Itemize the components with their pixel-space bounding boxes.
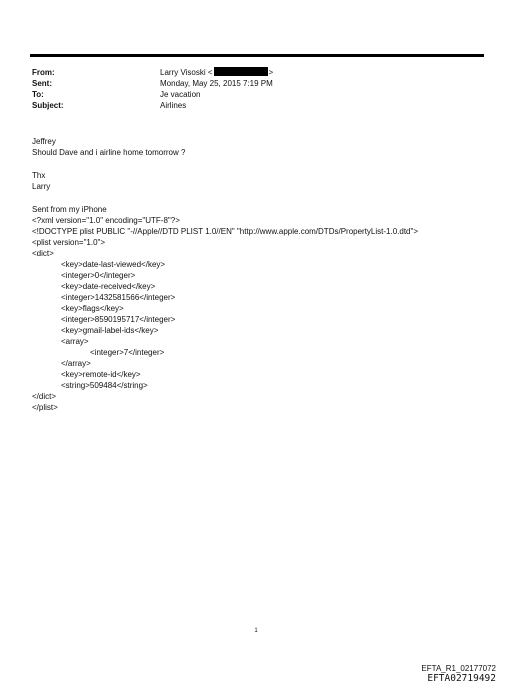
plist-line: <integer>1432581566</integer> xyxy=(61,293,176,302)
to-label: To: xyxy=(32,90,44,99)
subject-value: Airlines xyxy=(160,101,187,110)
header-divider xyxy=(30,54,484,57)
plist-code-block xyxy=(32,215,492,413)
spacer xyxy=(32,158,492,170)
plist-line: <key>date-received</key> xyxy=(61,282,156,291)
plist-line: <key>date-last-viewed</key> xyxy=(61,260,166,269)
subject-row xyxy=(32,100,472,111)
plist-line: <integer>7</integer> xyxy=(90,348,165,357)
sender-name: Larry Visoski < xyxy=(160,68,213,77)
plist-line: <key>remote-id</key> xyxy=(61,370,141,379)
sent-row xyxy=(32,78,472,89)
plist-line: </plist> xyxy=(32,403,58,412)
plist-line: <!DOCTYPE plist PUBLIC "-//Apple//DTD PLIST 1.0//EN" "http://www.apple.com/DTDs/PropertyList-1.0.dtd"> xyxy=(32,227,419,236)
signature: Larry xyxy=(32,182,51,191)
from-row xyxy=(32,67,472,78)
bates-number-primary: EFTA_R1_02177072 xyxy=(421,664,496,673)
spacer xyxy=(32,192,492,204)
thanks-text: Thx xyxy=(32,171,46,180)
sent-value: Monday, May 25, 2015 7:19 PM xyxy=(160,79,273,88)
redaction-block xyxy=(214,67,268,76)
message-text: Should Dave and i airline home tomorrow ? xyxy=(32,148,186,157)
from-value xyxy=(160,67,472,78)
plist-line: <key>flags</key> xyxy=(61,304,124,313)
sender-suffix: > xyxy=(268,68,274,77)
email-body xyxy=(32,136,492,413)
plist-line: <dict> xyxy=(32,249,54,258)
from-label: From: xyxy=(32,68,55,77)
plist-line: <integer>8590195717</integer> xyxy=(61,315,176,324)
plist-line: <array> xyxy=(61,337,89,346)
email-header xyxy=(32,67,472,111)
page-number: 1 xyxy=(254,628,258,634)
bates-number-secondary: EFTA02719492 xyxy=(427,673,496,684)
plist-line: <?xml version="1.0" encoding="UTF-8"?> xyxy=(32,216,180,225)
to-value: Je vacation xyxy=(160,90,201,99)
subject-label: Subject: xyxy=(32,101,64,110)
sent-label: Sent: xyxy=(32,79,52,88)
plist-line: <key>gmail-label-ids</key> xyxy=(61,326,159,335)
plist-line: <integer>0</integer> xyxy=(61,271,136,280)
plist-line: <plist version="1.0"> xyxy=(32,238,106,247)
plist-line: <string>509484</string> xyxy=(61,381,148,390)
plist-line: </dict> xyxy=(32,392,57,401)
plist-line: </array> xyxy=(61,359,91,368)
to-row xyxy=(32,89,472,100)
greeting: Jeffrey xyxy=(32,137,56,146)
sent-from-line: Sent from my iPhone xyxy=(32,205,107,214)
